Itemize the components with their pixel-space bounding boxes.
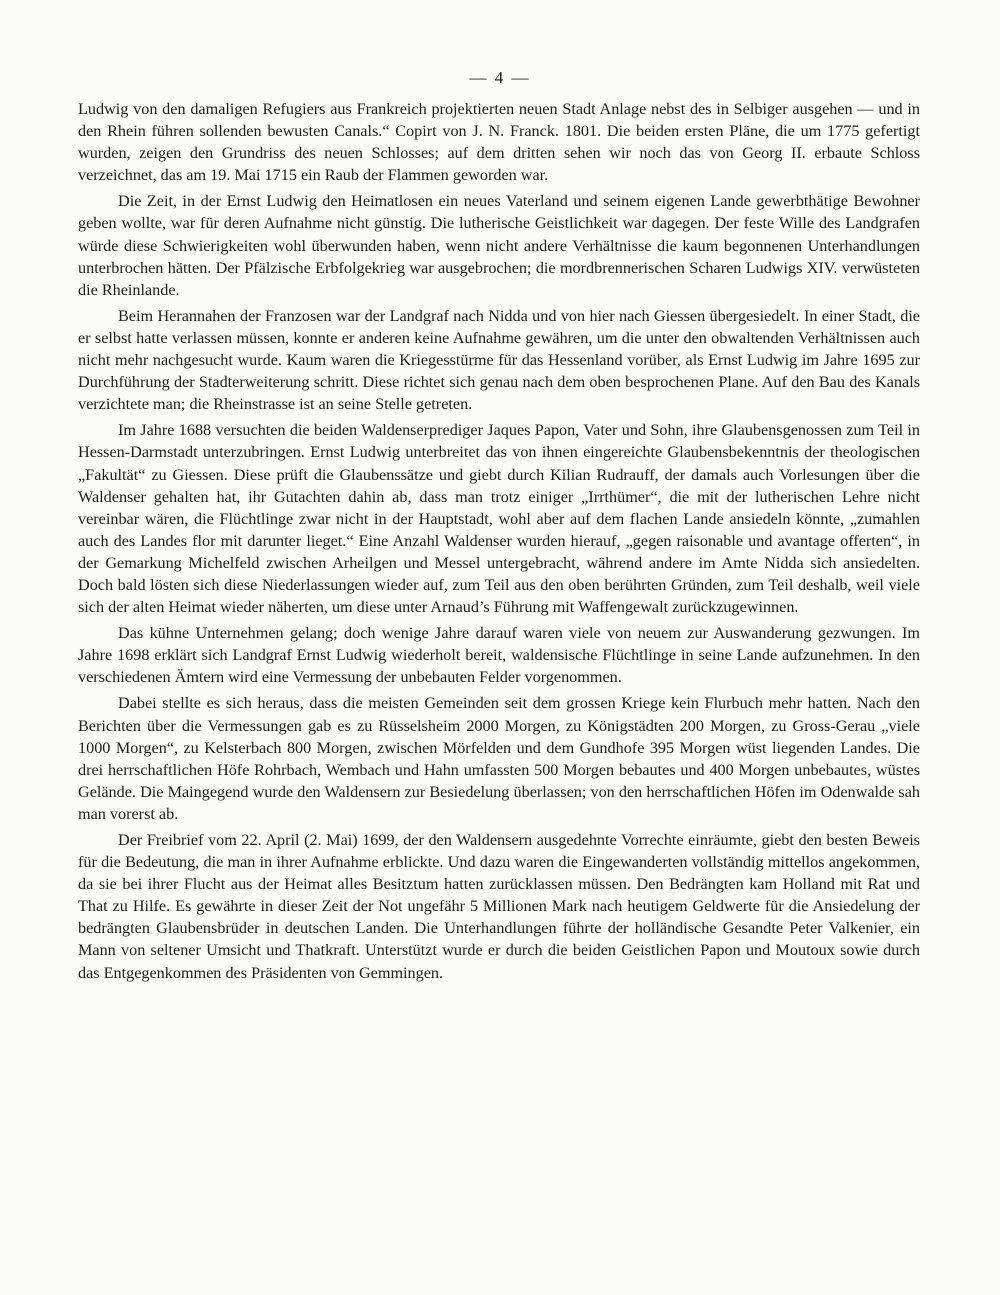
paragraph-1: Ludwig von den damaligen Refugiers aus Frankreich projektierten neuen Stadt Anlage nebst des in Selbiger ausgehen — und in den Rhein führen sollenden bewusten Canals.“ Copirt von J. N. Franck. 1801. Die beiden ersten Pläne, die um 1775 gefertigt wurden, zeigen den Grundriss des neuen Schlosses; auf dem dritten sehen wir noch das von Georg II. erbaute Schloss verzeichnet, das am 19. Mai 1715 ein Raub der Flammen geworden war.: [78, 100, 920, 185]
paragraph-3: Beim Herannahen der Franzosen war der Landgraf nach Nidda und von hier nach Giessen übergesiedelt. In einer Stadt, die er selbst hatte verlassen müssen, konnte er anderen keine Aufnahme gewähren, um die unter den obwaltenden Verhältnissen auch nicht mehr nachgesucht wurde. Kaum waren die Kriegesstürme für das Hessenland vorüber, als Ernst Ludwig im Jahre 1695 zur Durchführung der Stadterweiterung schritt. Diese richtet sich genau nach dem oben besprochenen Plane. Auf den Bau des Kanals verzichtete man; die Rheinstrasse ist an seine Stelle getreten.: [78, 306, 920, 414]
page-number: — 4 —: [469, 68, 531, 87]
body-text: [78, 98, 920, 988]
paragraph-7: Der Freibrief vom 22. April (2. Mai) 1699, der den Waldensern ausgedehnte Vorrechte einräumte, giebt den besten Beweis für die Bedeutung, die man in ihrer Aufnahme erblickte. Und dazu waren die Eingewanderten vollständig mittellos angekommen, da sie bei ihrer Flucht aus der Heimat alles Besitztum hatten zurücklassen müssen. Den Bedrängten kam Holland mit Rat und That zu Hilfe. Es gewährte in dieser Zeit der Not ungefähr 5 Millionen Mark nach heutigem Geldwerte für die Ansiedelung der bedrängten Glaubensbrüder in deutschen Landen. Die Unterhandlungen führte der holländische Gesandte Peter Valkenier, ein Mann von seltener Umsicht und Thatkraft. Unterstützt wurde er durch die beiden Geistlichen Papon und Moutoux sowie durch das Entgegenkommen des Präsidenten von Gemmingen.: [78, 831, 920, 982]
paragraph-4: Im Jahre 1688 versuchten die beiden Waldenserprediger Jaques Papon, Vater und Sohn, ihre Glaubensgenossen zum Teil in Hessen-Darmstadt unterzubringen. Ernst Ludwig unterbreitet das von ihnen eingereichte Glaubensbekenntnis der theologischen „Fakultät“ zu Giessen. Diese prüft die Glaubenssätze und giebt durch Kilian Rudrauff, der damals auch Vorlesungen über die Waldenser gehalten hat, ihr Gutachten dahin ab, dass man trotz einiger „Irrthümer“, die mit der lutherischen Lehre nicht vereinbar wären, die Flüchtlinge zwar nicht in der Hauptstadt, wohl aber auf dem flachen Lande ansiedeln könnte, „zumahlen auch des Landes flor mit darunter lieget.“ Eine Anzahl Waldenser wurden hierauf, „gegen raisonable und avantage offerten“, in der Gemarkung Michelfeld zwischen Arheilgen und Messel untergebracht, während andere im Amte Nidda sich ansiedelten. Doch bald lösten sich diese Niederlassungen wieder auf, zum Teil aus den oben berührten Gründen, zum Teil deshalb, weil viele sich der alten Heimat wieder näherten, um diese unter Arnaud’s Führung mit Waffengewalt zurückzugewinnen.: [78, 421, 920, 617]
paragraph-6: Dabei stellte es sich heraus, dass die meisten Gemeinden seit dem grossen Kriege kein Flurbuch mehr hatten. Nach den Berichten über die Vermessungen gab es zu Rüsselsheim 2000 Morgen, zu Königstädten 200 Morgen, zu Gross-Gerau „viele 1000 Morgen“, zu Kelsterbach 800 Morgen, zwischen Mörfelden und dem Gundhofe 395 Morgen wüst liegenden Landes. Die drei herrschaftlichen Höfe Rohrbach, Wembach und Hahn umfassten 500 Morgen bebautes und 400 Morgen unbebautes, wüstes Gelände. Die Maingegend wurde den Waldensern zur Besiedelung überlassen; von den herrschaftlichen Höfen im Odenwalde sah man vorerst ab.: [78, 694, 920, 823]
paragraph-2: Die Zeit, in der Ernst Ludwig den Heimatlosen ein neues Vaterland und seinem eigenen Lande gewerbthätige Bewohner geben wollte, war für deren Aufnahme nicht günstig. Die lutherische Geistlichkeit war dagegen. Der feste Wille des Landgrafen würde diese Schwierigkeiten wohl überwunden haben, wenn nicht andere Verhältnisse die kaum begonnenen Unterhandlungen unterbrochen hätten. Der Pfälzische Erbfolgekrieg war ausgebrochen; die mordbrennerischen Scharen Ludwigs XIV. verwüsteten die Rheinlande.: [78, 192, 920, 299]
paragraph-5: Das kühne Unternehmen gelang; doch wenige Jahre darauf waren viele von neuem zur Auswanderung gezwungen. Im Jahre 1698 erklärt sich Landgraf Ernst Ludwig wiederholt bereit, waldensische Flüchtlinge in seine Lande aufzunehmen. In den verschiedenen Ämtern wird eine Vermessung der unbebauten Felder vorgenommen.: [78, 624, 920, 687]
